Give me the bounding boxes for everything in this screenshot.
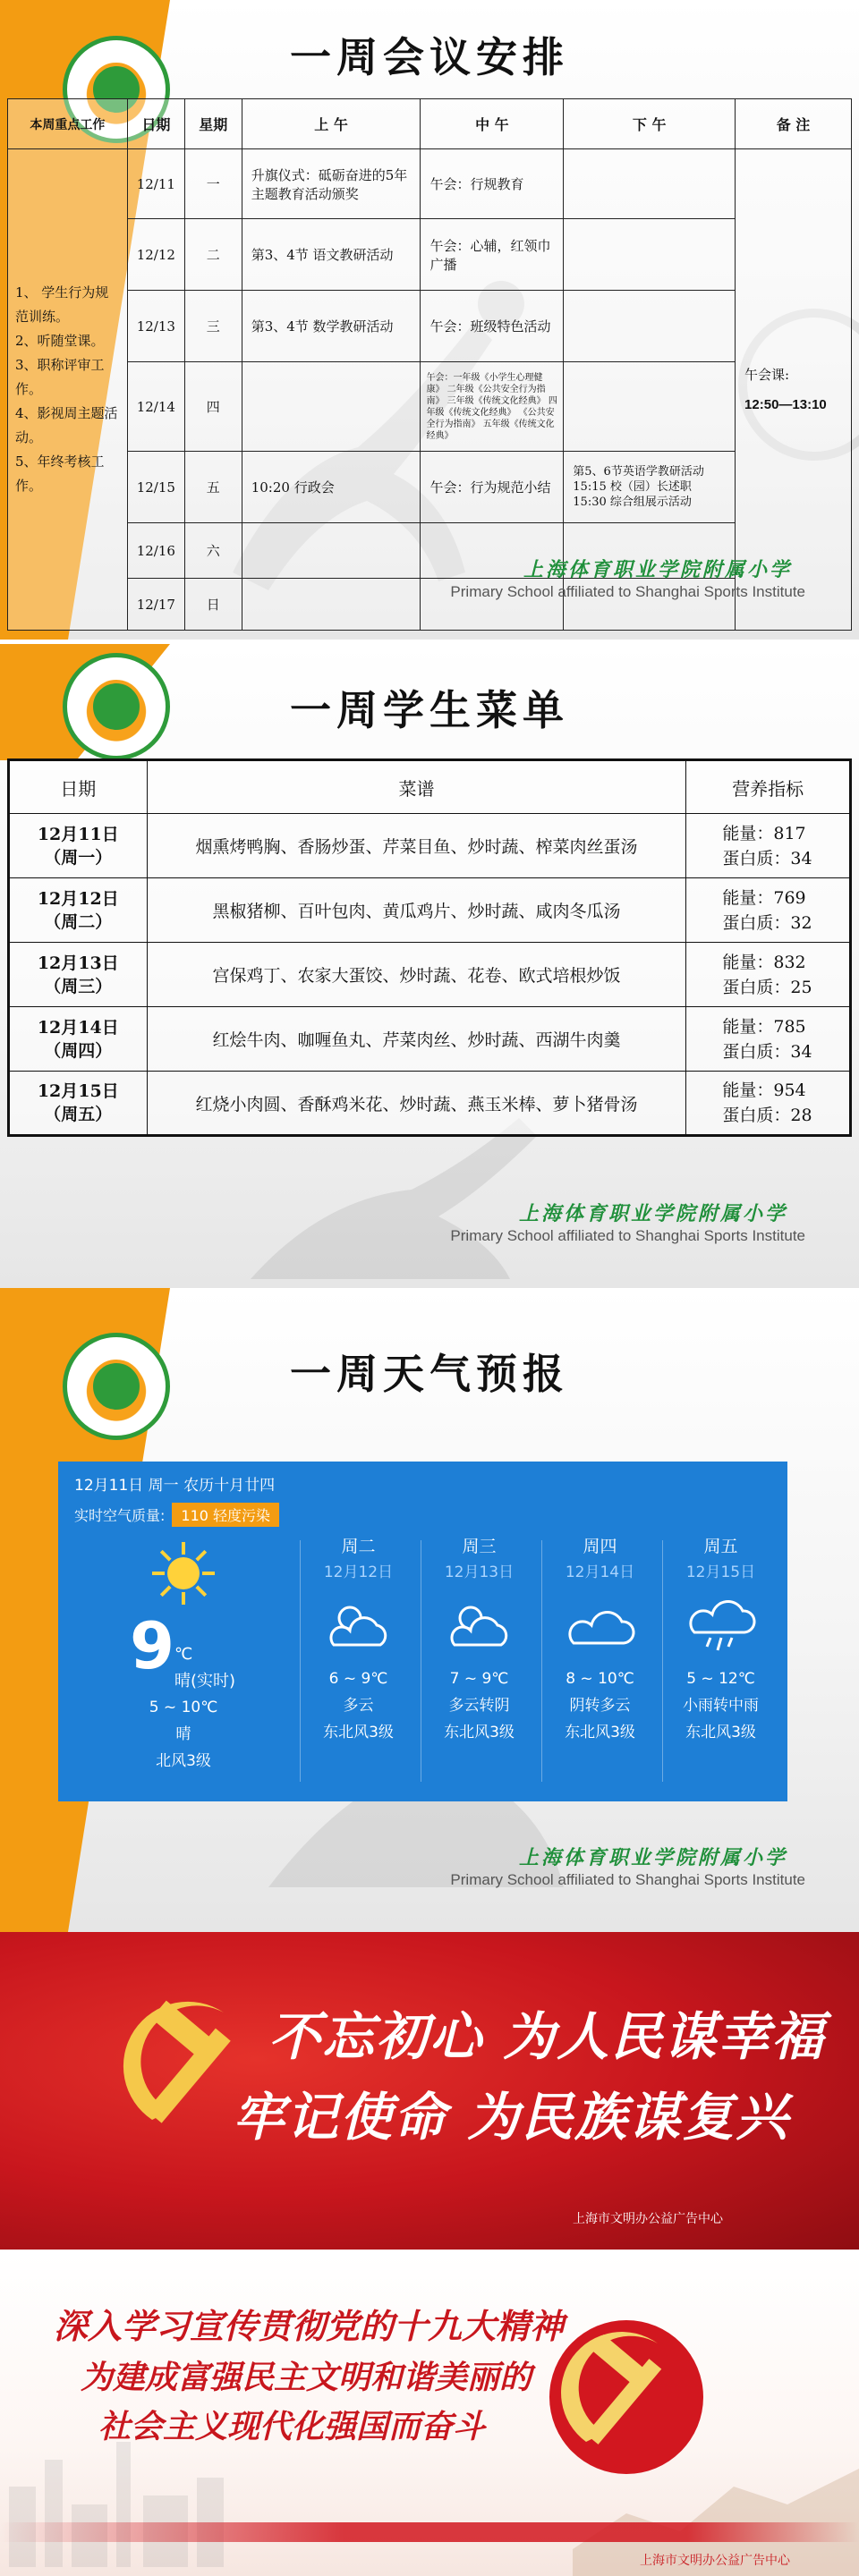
weather-title: 一周天气预报 <box>290 1350 569 1398</box>
table-row <box>9 943 851 1007</box>
table-row <box>8 149 852 219</box>
meeting-slide <box>0 0 859 640</box>
banner2-slogan-3: 社会主义现代化强国而奋斗 <box>98 2408 486 2445</box>
row-weekday: 六 <box>184 523 242 579</box>
forecast-range: 7 ~ 9℃ <box>449 1670 509 1688</box>
forecast-condition: 多云转阴 <box>448 1697 510 1715</box>
header-date: 日期 <box>9 760 148 814</box>
forecast-date: 12月15日 <box>685 1563 756 1581</box>
focus-item: 2、听随堂课。 <box>15 333 105 349</box>
row-am: 10:20 行政会 <box>242 452 421 523</box>
table-row <box>9 1072 851 1136</box>
forecast-day <box>298 1533 419 1746</box>
remark-time: 12:50—13:10 <box>744 396 827 412</box>
focus-work-list <box>8 149 128 631</box>
row-noon: 午会：行规教育 <box>421 149 564 219</box>
menu-nutrition <box>686 814 851 878</box>
air-quality <box>74 1503 279 1527</box>
banner1-slogan-2: 牢记使命 为民族谋复兴 <box>233 2087 790 2148</box>
forecast-range: 5 ~ 12℃ <box>686 1670 755 1688</box>
sun-icon <box>152 1542 215 1605</box>
menu-day-text: （周二） <box>44 911 113 932</box>
row-weekday: 五 <box>184 452 242 523</box>
row-pm: 第5、6节英语学教研活动 15:15 校（园）长述职 15:30 综合组展示活动 <box>564 452 736 523</box>
forecast-wind: 东北风3级 <box>685 1724 756 1741</box>
menu-header-row <box>9 760 851 814</box>
row-weekday: 日 <box>184 579 242 631</box>
school-name-en: Primary School affiliated to Shanghai Sports Institute <box>450 1227 805 1244</box>
protein-value: 蛋白质：34 <box>722 1041 812 1062</box>
forecast-condition: 小雨转中雨 <box>683 1697 759 1715</box>
current-temperature <box>121 1608 246 1690</box>
meeting-title: 一周会议安排 <box>290 33 569 81</box>
row-date: 12/11 <box>127 149 184 219</box>
forecast-wind: 东北风3级 <box>444 1724 515 1741</box>
header-am: 上 午 <box>242 99 421 149</box>
header-nutrition: 营养指标 <box>686 760 851 814</box>
forecast-range: 8 ~ 10℃ <box>566 1670 634 1688</box>
menu-day-text: （周五） <box>44 1105 113 1124</box>
row-weekday: 三 <box>184 291 242 362</box>
row-noon: 午会：心辅，红领巾广播 <box>421 219 564 291</box>
table-row <box>8 452 852 523</box>
today-weather <box>94 1542 273 1775</box>
menu-date-text: 12月14日 <box>37 1017 119 1038</box>
row-weekday: 四 <box>184 362 242 452</box>
row-date: 12/17 <box>127 579 184 631</box>
menu-date <box>9 943 148 1007</box>
forecast-day <box>540 1533 660 1746</box>
rain-icon <box>660 1585 781 1665</box>
menu-nutrition <box>686 1007 851 1072</box>
party-banner-white <box>0 2254 859 2576</box>
menu-dishes: 红烩牛肉、咖喱鱼丸、芹菜肉丝、炒时蔬、西湖牛肉羹 <box>147 1007 686 1072</box>
banner2-credit: 上海市文明办公益广告中心 <box>640 2554 790 2568</box>
row-noon: 午会：班级特色活动 <box>421 291 564 362</box>
header-pm: 下 午 <box>564 99 736 149</box>
menu-nutrition <box>686 943 851 1007</box>
row-am <box>242 523 421 579</box>
energy-value: 能量：817 <box>722 823 806 843</box>
protein-value: 蛋白质：28 <box>722 1106 812 1125</box>
forecast-range: 6 ~ 9℃ <box>328 1670 388 1688</box>
forecast-condition: 多云 <box>343 1697 374 1715</box>
menu-dishes: 黑椒猪柳、百叶包肉、黄瓜鸡片、炒时蔬、咸肉冬瓜汤 <box>147 878 686 943</box>
row-am <box>242 362 421 452</box>
table-row <box>9 814 851 878</box>
city-skyline-silhouette <box>0 2433 268 2567</box>
banner1-credit: 上海市文明办公益广告中心 <box>573 2212 723 2226</box>
banner1-slogan-1: 不忘初心 为人民谋幸福 <box>268 2006 826 2067</box>
row-noon: 午会：行为规范小结 <box>421 452 564 523</box>
row-am: 升旗仪式：砥砺奋进的5年主题教育活动颁奖 <box>242 149 421 219</box>
today-range: 5 ~ 10℃ <box>149 1699 218 1716</box>
header-focus: 本周重点工作 <box>8 99 128 149</box>
today-condition: 晴 <box>175 1725 191 1743</box>
row-noon: 午会：一年级《小学生心理健康》 二年级《公共安全行为指南》 三年级《传统文化经典》 四年级《传统文化经典》 《公共安全行为指南》 五年级《传统文化经典》 <box>421 362 564 452</box>
banner2-slogan-2: 为建成富强民主文明和谐美丽的 <box>81 2359 532 2396</box>
weather-date-header: 12月11日 周一 农历十月廿四 <box>74 1477 276 1495</box>
forecast-weekday: 周三 <box>462 1537 497 1556</box>
meeting-table <box>7 98 852 631</box>
row-am: 第3、4节 数学教研活动 <box>242 291 421 362</box>
row-pm <box>564 149 736 219</box>
red-ribbon <box>0 2522 859 2542</box>
menu-date-text: 12月15日 <box>37 1081 119 1101</box>
remark-label: 午会课: <box>744 366 790 383</box>
header-dishes: 菜谱 <box>147 760 686 814</box>
partly-cloudy-icon <box>419 1585 540 1665</box>
row-pm <box>564 362 736 452</box>
table-row <box>8 291 852 362</box>
menu-day-text: （周三） <box>44 976 113 996</box>
menu-table <box>7 758 852 1137</box>
forecast-date: 12月13日 <box>444 1563 515 1581</box>
row-date: 12/16 <box>127 523 184 579</box>
energy-value: 能量：832 <box>722 952 806 972</box>
row-date: 12/13 <box>127 291 184 362</box>
menu-date-text: 12月11日 <box>37 824 119 844</box>
school-name-cn: 上海体育职业学院附属小学 <box>518 1846 787 1869</box>
air-quality-badge: 110 轻度污染 <box>172 1503 279 1527</box>
air-quality-label: 实时空气质量: <box>74 1507 166 1524</box>
focus-item: 5、年终考核工作。 <box>15 453 105 494</box>
forecast-weekday: 周四 <box>583 1537 617 1556</box>
forecast-date: 12月14日 <box>565 1563 635 1581</box>
menu-date <box>9 1007 148 1072</box>
forecast-wind: 东北风3级 <box>565 1724 635 1741</box>
menu-day-text: （周一） <box>44 847 113 868</box>
table-row <box>9 1007 851 1072</box>
header-noon: 中 午 <box>421 99 564 149</box>
menu-dishes: 烟熏烤鸭胸、香肠炒蛋、芹菜目鱼、炒时蔬、榨菜肉丝蛋汤 <box>147 814 686 878</box>
forecast-weekday: 周五 <box>703 1537 738 1556</box>
menu-nutrition <box>686 1072 851 1136</box>
menu-slide <box>0 644 859 1288</box>
energy-value: 能量：785 <box>722 1016 806 1037</box>
forecast-weekday: 周二 <box>341 1537 376 1556</box>
focus-item: 4、影视周主题活动。 <box>15 405 118 445</box>
menu-nutrition <box>686 878 851 943</box>
row-date: 12/15 <box>127 452 184 523</box>
focus-item: 3、职称评审工作。 <box>15 357 105 397</box>
row-am: 第3、4节 语文教研活动 <box>242 219 421 291</box>
table-row <box>9 878 851 943</box>
table-row <box>8 219 852 291</box>
menu-date <box>9 1072 148 1136</box>
row-date: 12/14 <box>127 362 184 452</box>
weather-widget <box>58 1462 787 1801</box>
row-date: 12/12 <box>127 219 184 291</box>
temp-unit: ℃ <box>174 1645 193 1664</box>
hammer-sickle-icon <box>546 2308 707 2487</box>
row-am <box>242 579 421 631</box>
menu-date-text: 12月12日 <box>37 888 119 909</box>
school-name-en: Primary School affiliated to Shanghai Sports Institute <box>450 583 805 600</box>
menu-title: 一周学生菜单 <box>290 686 569 734</box>
menu-dishes: 宫保鸡丁、农家大蛋饺、炒时蔬、花卷、欧式培根炒饭 <box>147 943 686 1007</box>
party-banner-red <box>0 1932 859 2250</box>
cloud-icon <box>540 1585 660 1665</box>
header-date: 日期 <box>127 99 184 149</box>
header-remark: 备 注 <box>736 99 852 149</box>
meeting-header-row <box>8 99 852 149</box>
school-name-en: Primary School affiliated to Shanghai Sports Institute <box>450 1871 805 1888</box>
protein-value: 蛋白质：25 <box>722 977 812 997</box>
forecast-day <box>419 1533 540 1746</box>
row-pm <box>564 219 736 291</box>
menu-dishes: 红烧小肉圆、香酥鸡米花、炒时蔬、燕玉米棒、萝卜猪骨汤 <box>147 1072 686 1136</box>
forecast-wind: 东北风3级 <box>323 1724 394 1741</box>
protein-value: 蛋白质：34 <box>722 848 812 869</box>
banner2-slogan-1: 深入学习宣传贯彻党的十九大精神 <box>54 2306 565 2346</box>
forecast-day <box>660 1533 781 1746</box>
protein-value: 蛋白质：32 <box>722 912 812 933</box>
current-temp-value: 9 <box>130 1608 175 1683</box>
current-condition: 晴(实时) <box>174 1672 236 1690</box>
today-wind: 北风3级 <box>156 1752 211 1770</box>
row-weekday: 二 <box>184 219 242 291</box>
forecast-date: 12月12日 <box>323 1563 394 1581</box>
partly-cloudy-icon <box>298 1585 419 1665</box>
header-weekday: 星期 <box>184 99 242 149</box>
weather-slide <box>0 1288 859 1932</box>
energy-value: 能量：769 <box>722 887 806 908</box>
school-name-cn: 上海体育职业学院附属小学 <box>523 558 792 581</box>
row-pm <box>564 291 736 362</box>
menu-date <box>9 878 148 943</box>
school-name-cn: 上海体育职业学院附属小学 <box>518 1202 787 1225</box>
menu-date <box>9 814 148 878</box>
row-weekday: 一 <box>184 149 242 219</box>
table-row <box>8 362 852 452</box>
menu-date-text: 12月13日 <box>37 953 119 973</box>
energy-value: 能量：954 <box>722 1080 806 1100</box>
focus-item: 1、 学生行为规范训练。 <box>15 284 109 325</box>
menu-day-text: （周四） <box>44 1040 113 1061</box>
forecast-condition: 阴转多云 <box>569 1697 631 1715</box>
